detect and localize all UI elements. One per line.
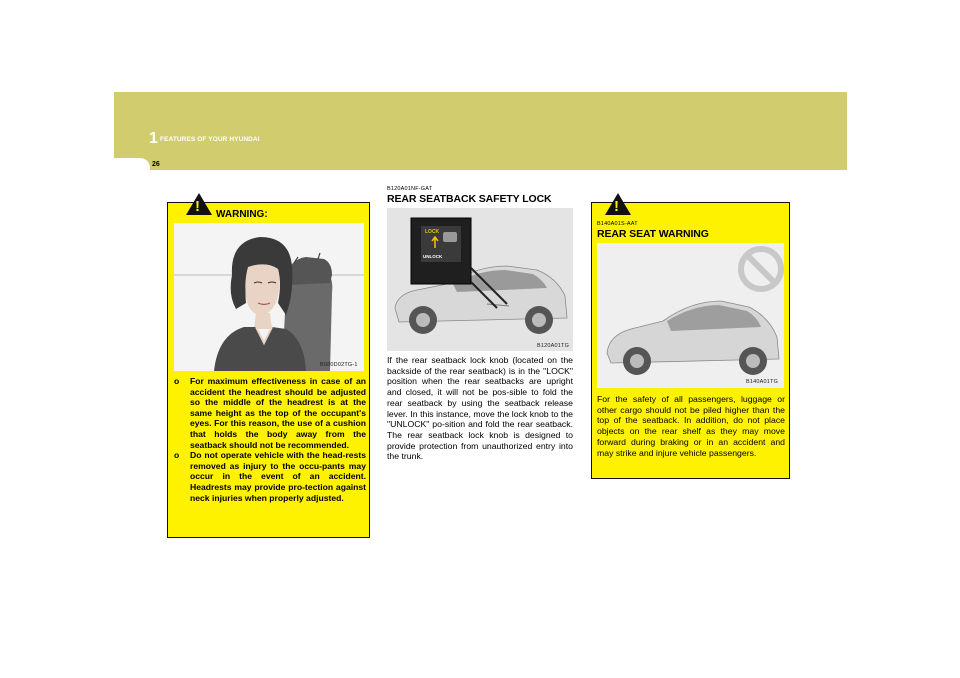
figure-code: B080D02TG-1 xyxy=(320,362,358,368)
page-number: 26 xyxy=(152,161,160,168)
warning-title: WARNING: xyxy=(216,209,268,220)
list-item xyxy=(174,450,366,503)
chapter-number: 1 xyxy=(149,130,158,147)
list-bullet: o xyxy=(174,450,180,461)
section-heading: REAR SEATBACK SAFETY LOCK xyxy=(387,193,552,205)
exclamation-mark-icon: ! xyxy=(614,198,619,215)
section-code: B120A01NF-GAT xyxy=(387,186,433,192)
list-item-text: For maximum effectiveness in case of an accident the headrest should be adjusted so the middle of the headrest is at the same height as the top of the occupant's eyes. For this reason, the use of a cushion that holds the body away from the seatback should not be recommended. xyxy=(190,376,366,450)
list-item-text: Do not operate vehicle with the head-rests removed as injury to the occu-pants may occur in the event of an accident. Headrests may provide pro-tection against neck injuries when properly adjusted. xyxy=(190,450,366,503)
seatback-photo xyxy=(387,208,573,351)
figure-code: B120A01TG xyxy=(537,343,570,349)
list-item xyxy=(174,376,366,450)
chapter-tab xyxy=(114,158,150,170)
warning-list xyxy=(174,376,366,503)
figure-code: B140A01TG xyxy=(746,379,779,385)
chapter-title: FEATURES OF YOUR HYUNDAI xyxy=(160,136,260,143)
seatback-body-text: If the rear seatback lock knob (located on the backside of the rear seatback) is in the "LOCK" position when the rear seatbacks are upright and closed, it will not be pos-sible to fold the rear seatback by using the seatback release lever. In this instance, move the lock knob to the "UNLOCK" po-sition and fold the rear seatback. The rear seatback lock knob is designed to provide protection from unauthorized entry into the trunk. xyxy=(387,355,573,462)
header-band xyxy=(114,92,847,170)
rear-seat-warning-text: For the safety of all passengers, luggage or other cargo should not be piled higher than the top of the seatback. In addition, do not place objects on the rear shelf as they may move forward during braking or in an accident and may strike and injure vehicle passengers. xyxy=(597,394,785,458)
exclamation-mark-icon: ! xyxy=(195,198,200,215)
rear-seat-warning-box xyxy=(591,198,790,479)
headrest-warning-box xyxy=(167,198,370,538)
section-code: B140A01S-AAT xyxy=(597,221,638,227)
inset-lock-label: LOCK xyxy=(425,229,440,235)
section-heading: REAR SEAT WARNING xyxy=(597,228,709,240)
list-bullet: o xyxy=(174,376,180,386)
inset-unlock-label: UNLOCK xyxy=(423,254,443,259)
car-trunk-photo xyxy=(597,243,784,388)
headrest-illustration xyxy=(174,223,364,371)
